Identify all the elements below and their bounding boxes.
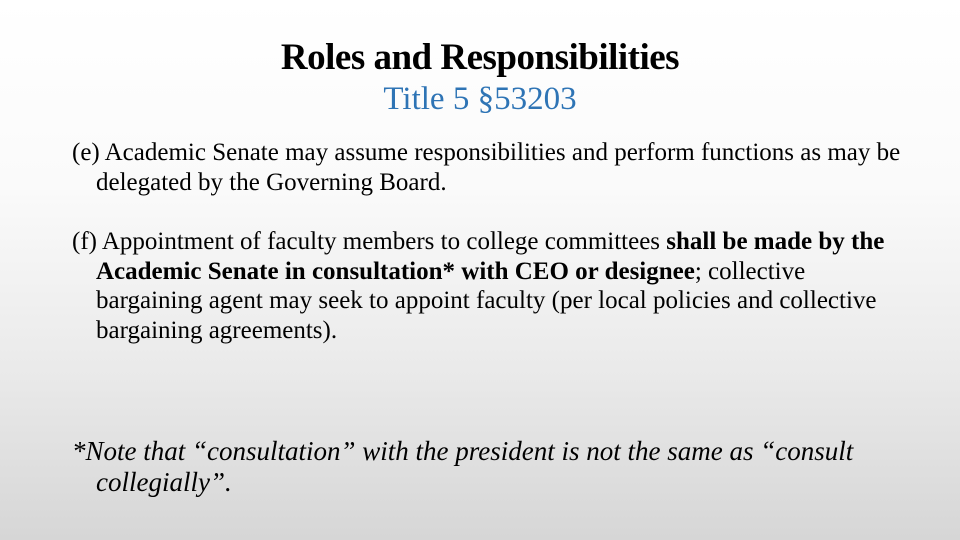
paragraph-f-emphasis: shall be made by the Academic Senate in consultation* with CEO or designee	[96, 228, 885, 285]
paragraph-f-rest: ; collective bargaining agent may seek to appoint faculty (per local policies and collective bargaining agreements).	[96, 257, 877, 344]
paragraph-e: (e) Academic Senate may assume responsibilities and perform functions as may be delegated by the Governing Board.	[72, 139, 901, 196]
body-text	[72, 138, 902, 345]
paragraph-f	[72, 227, 902, 345]
slide-title: Roles and Responsibilities	[280, 37, 680, 78]
slide-subtitle: Title 5 §53203	[383, 81, 577, 117]
footnote: *Note that “consultation” with the president is not the same as “consult collegially”.	[72, 436, 854, 497]
title-block	[0, 36, 960, 118]
paragraph-f-intro: (f) Appointment of faculty members to college committees	[72, 228, 667, 255]
